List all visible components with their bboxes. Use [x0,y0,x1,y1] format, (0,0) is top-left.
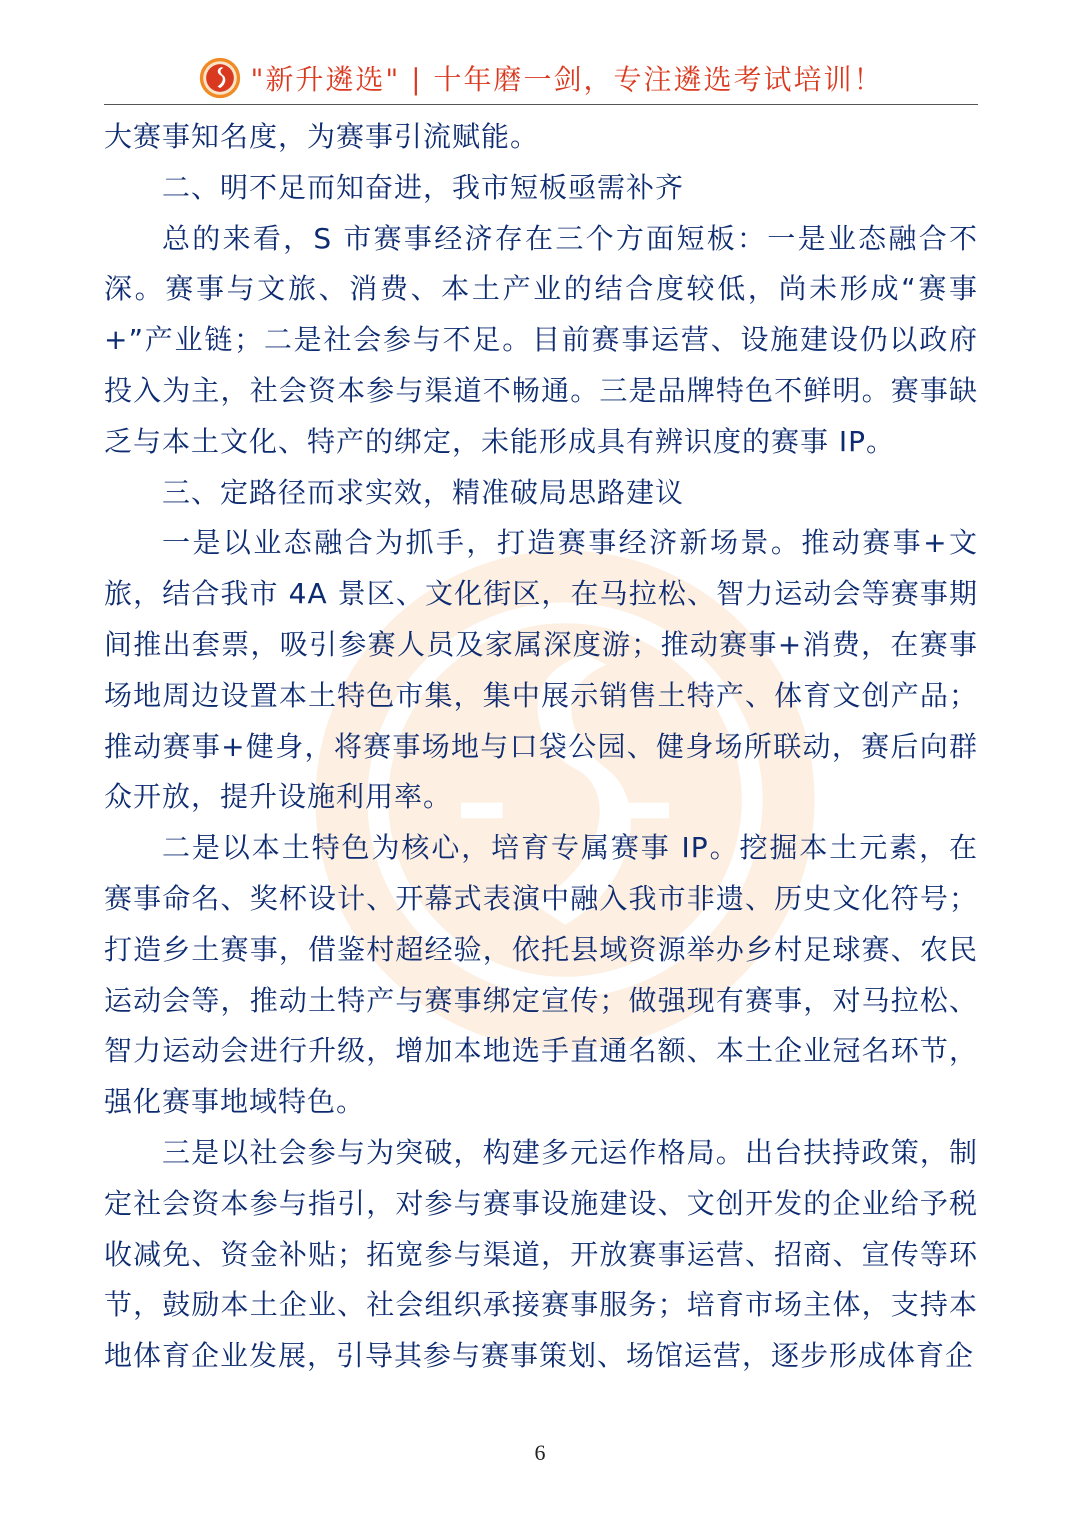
section-heading-3: 三、定路径而求实效，精准破局思路建议 [162,475,685,509]
page-header [104,52,978,104]
paragraph: 二是以本土特色为核心，培育专属赛事 IP。挖掘本土元素，在赛事命名、奖杯设计、开幕式表演中融入我市非遗、历史文化符号；打造乡土赛事，借鉴村超经验，依托县域资源举办乡村足球赛、农民运动会等，推动土特产与赛事绑定宣传；做强现有赛事，对马拉松、智力运动会进行升级，增加本地选手直通名额、本土企业冠名环节，强化赛事地域特色。 [104,831,978,1119]
section-heading-2: 二、明不足而知奋进，我市短板亟需补齐 [162,170,685,204]
paragraph-continuation: 大赛事知名度，为赛事引流赋能。 [104,120,540,153]
xinsheng-logo-icon [199,57,241,99]
header-slogan: "新升遴选" | 十年磨一剑，专注遴选考试培训！ [250,63,884,96]
paragraph: 三是以社会参与为突破，构建多元运作格局。出台扶持政策，制定社会资本参与指引，对参与赛事设施建设、文创开发的企业给予税收减免、资金补贴；拓宽参与渠道，开放赛事运营、招商、宣传等环节，鼓励本土企业、社会组织承接赛事服务；培育市场主体，支持本地体育企业发展，引导其参与赛事策划、场馆运营，逐步形成体育企 [104,1135,978,1373]
paragraph: 总的来看，S 市赛事经济存在三个方面短板：一是业态融合不深。赛事与文旅、消费、本土产业的结合度较低，尚未形成“赛事+”产业链；二是社会参与不足。目前赛事运营、设施建设仍以政府投入为主，社会资本参与渠道不畅通。三是品牌特色不鲜明。赛事缺乏与本土文化、特产的绑定，未能形成具有辨识度的赛事 IP。 [104,221,978,458]
page-number: 6 [534,1440,546,1465]
document-body [104,112,978,1382]
header-divider [104,104,978,105]
paragraph: 一是以业态融合为抓手，打造赛事经济新场景。推动赛事+文旅，结合我市 4A 景区、文化街区，在马拉松、智力运动会等赛事期间推出套票，吸引参赛人员及家属深度游；推动赛事+消费，在赛事场地周边设置本土特色市集，集中展示销售土特产、体育文创产品；推动赛事+健身，将赛事场地与口袋公园、健身场所联动，赛后向群众开放，提升设施利用率。 [104,526,978,814]
